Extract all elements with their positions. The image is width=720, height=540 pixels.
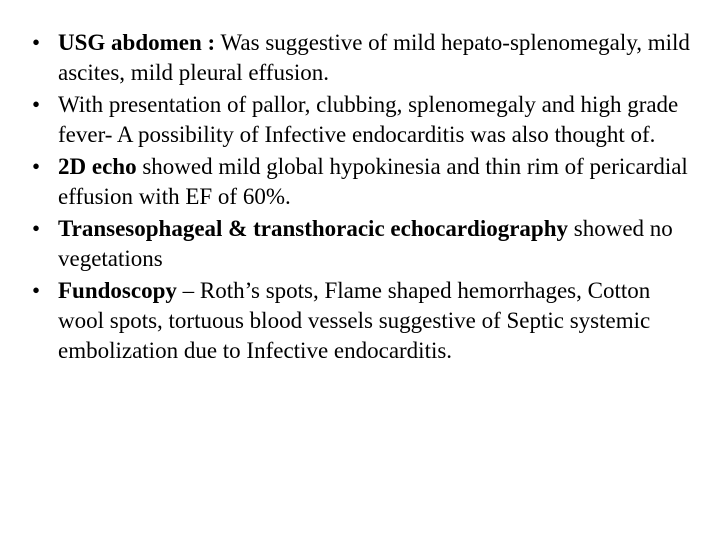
bullet-heading: Fundoscopy [58,278,177,303]
bullet-text: – Roth’s spots, Flame shaped hemorrhages, Cotton wool spots, tortuous blood vessels suggestive of Septic systemic embolization due to Infective endocarditis. [58,278,651,363]
bullet-text: showed mild global hypokinesia and thin rim of pericardial effusion with EF of 60%. [58,154,688,209]
bullet-text: Was suggestive of mild hepato-splenomegaly, mild ascites, mild pleural effusion. [58,30,690,85]
bullet-heading: Transesophageal & transthoracic echocardiography [58,216,569,241]
bullet-text: showed no vegetations [58,216,673,271]
bullet-list [32,28,692,368]
bullet-item-echocardiography [32,214,692,274]
bullet-heading: 2D echo [58,154,137,179]
bullet-item-presentation [32,90,692,150]
bullet-heading: USG abdomen : [58,30,216,55]
bullet-text: With presentation of pallor, clubbing, splenomegaly and high grade fever- A possibility of Infective endocarditis was also thought of. [58,92,679,147]
bullet-icon: • [32,216,41,241]
bullet-item-usg [32,28,692,88]
bullet-icon: • [32,92,41,117]
bullet-item-2d-echo [32,152,692,212]
bullet-icon: • [32,278,41,303]
bullet-icon: • [32,154,41,179]
bullet-item-fundoscopy [32,276,692,366]
bullet-icon: • [32,30,41,55]
